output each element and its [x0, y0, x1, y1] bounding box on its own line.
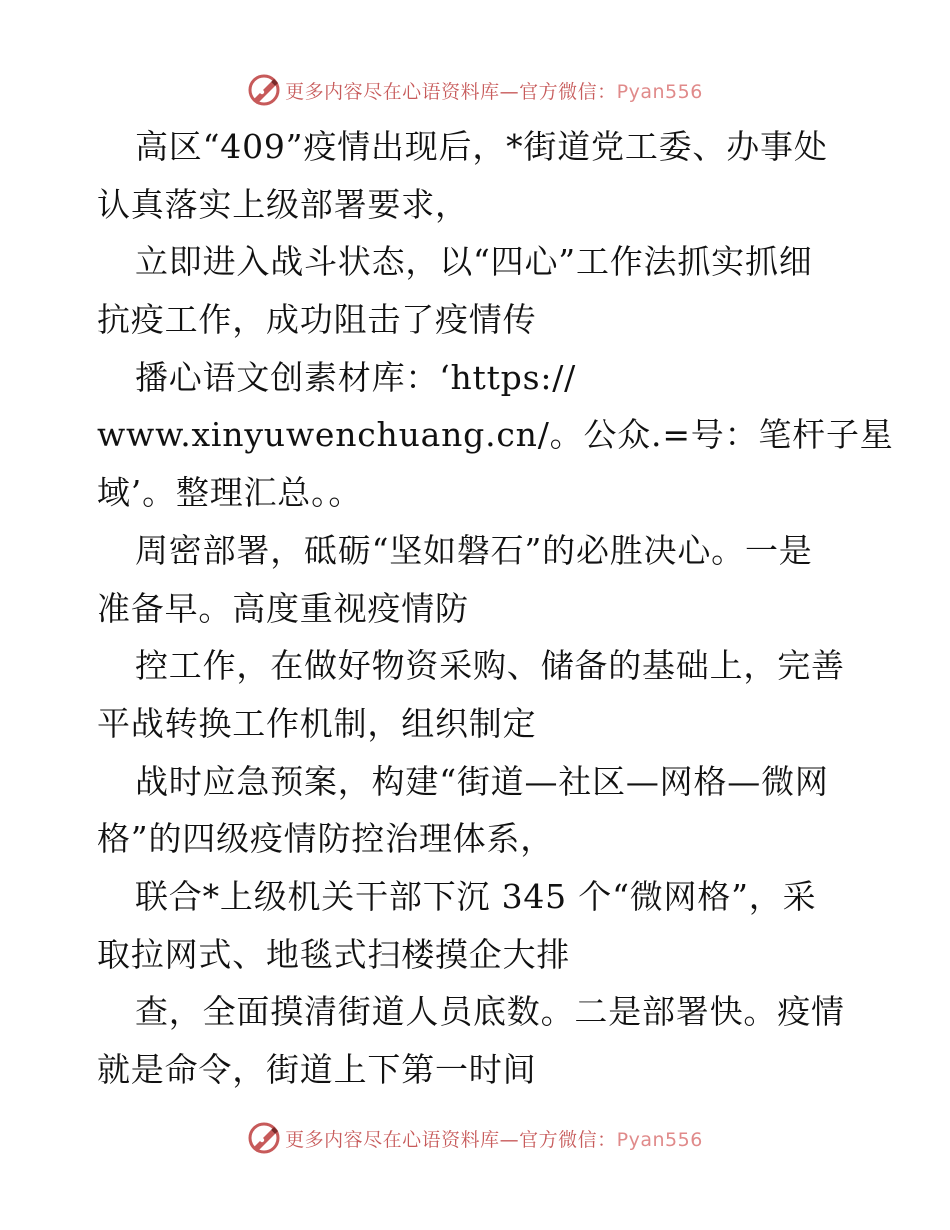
pen-logo-icon: [247, 73, 281, 107]
text-line: 平战转换工作机制，组织制定: [97, 703, 537, 743]
text-line: 取拉网式、地毯式扫楼摸企大排: [97, 934, 571, 974]
text-line: 抗疫工作，成功阻击了疫情传: [97, 300, 537, 340]
text-line: www.xinyuwenchuang.cn/。公众.=号：笔杆子星: [97, 415, 894, 455]
text-line: 准备早。高度重视疫情防: [97, 588, 469, 628]
text-line: 高区“409”疫情出现后，*街道党工委、办事处: [135, 127, 828, 166]
text-line: 认真落实上级部署要求，: [97, 184, 469, 224]
text-line: 查，全面摸清街道人员底数。二是部署快。疫情: [135, 992, 845, 1032]
header-watermark: [0, 70, 950, 110]
text-line: 就是命令，街道上下第一时间: [97, 1050, 537, 1089]
text-line: 联合*上级机关干部下沉 345 个“微网格”，采: [135, 876, 817, 916]
text-line: 格”的四级疫情防控治理体系，: [97, 819, 555, 859]
footer-watermark: [0, 1118, 950, 1158]
text-line: 控工作，在做好物资采购、储备的基础上，完善: [135, 646, 845, 686]
text-line: 播心语文创素材库：‘https://: [135, 357, 577, 397]
text-line: 域’。整理汇总。。: [97, 473, 363, 513]
watermark-text: 更多内容尽在心语资料库—官方微信：Pyan556: [285, 80, 703, 103]
watermark-text: 更多内容尽在心语资料库—官方微信：Pyan556: [285, 1128, 703, 1151]
text-line: 战时应急预案，构建“街道—社区—网格—微网: [135, 761, 829, 801]
text-line: 立即进入战斗状态，以“四心”工作法抓实抓细: [135, 242, 813, 282]
pen-logo-icon: [247, 1121, 281, 1155]
text-line: 周密部署，砥砺“坚如磐石”的必胜决心。一是: [135, 530, 813, 570]
document-body: [97, 118, 894, 1099]
